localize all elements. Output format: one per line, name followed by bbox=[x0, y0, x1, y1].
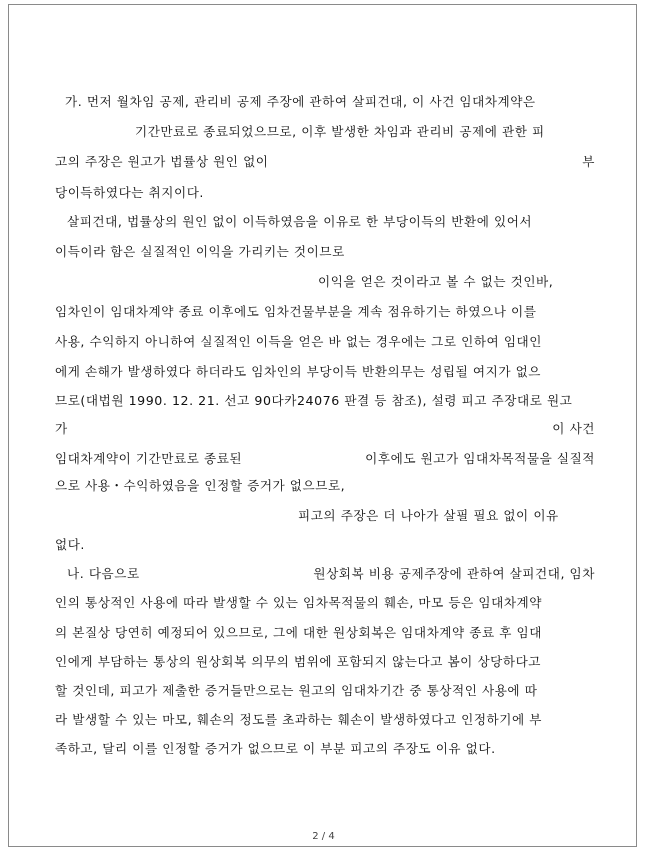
text-line bbox=[55, 623, 595, 643]
text-segment: 살피건대, 법률상의 원인 없이 이득하였음을 이유로 한 부당이득의 반환에 있어서 bbox=[67, 214, 533, 229]
text-line bbox=[55, 652, 595, 672]
text-segment: 가 bbox=[55, 421, 68, 436]
text-segment: 인의 통상적인 사용에 따라 발생할 수 있는 임차목적물의 훼손, 마모 등은 임대차계약 bbox=[55, 595, 542, 610]
text-segment: 임차인이 임대차계약 종료 이후에도 임차건물부분을 계속 점유하기는 하였으나 이를 bbox=[55, 304, 537, 319]
text-line bbox=[55, 535, 595, 555]
text-segment: 으로 사용・수익하였음을 인정할 증거가 없으므로, bbox=[55, 478, 346, 493]
text-segment: 이 사건 bbox=[552, 421, 595, 436]
text-segment: 원상회복 비용 공제주장에 관하여 살피건대, 임차 bbox=[313, 566, 595, 581]
text-segment: 에게 손해가 발생하였다 하더라도 임차인의 부당이득 반환의무는 성립될 여지가 없으 bbox=[55, 364, 542, 379]
text-segment: 가. 먼저 월차임 공제, 관리비 공제 주장에 관하여 살피건대, 이 사건 임대차계약은 bbox=[65, 94, 536, 109]
text-line bbox=[55, 681, 595, 701]
text-line bbox=[55, 564, 595, 584]
text-segment: 임대차계약이 기간만료로 종료된 bbox=[55, 451, 243, 466]
text-line bbox=[55, 332, 595, 352]
text-line bbox=[55, 302, 595, 322]
text-segment: 라 발생할 수 있는 마모, 훼손의 정도를 초과하는 훼손이 발생하였다고 인정하기에 부 bbox=[55, 712, 542, 727]
text-line bbox=[55, 183, 595, 203]
text-segment: 고의 주장은 원고가 법률상 원인 없이 bbox=[55, 154, 269, 169]
text-line bbox=[55, 506, 595, 526]
text-segment: 므로(대법원 1990. 12. 21. 선고 90다카24076 판결 등 참조), 설령 피고 주장대로 원고 bbox=[55, 393, 573, 408]
text-line bbox=[55, 739, 595, 759]
text-segment: 이득이라 함은 실질적인 이익을 가리키는 것이므로 bbox=[55, 244, 345, 259]
text-line bbox=[55, 391, 595, 411]
text-line bbox=[55, 593, 595, 613]
text-segment: 의 본질상 당연히 예정되어 있으므로, 그에 대한 원상회복은 임대차계약 종료 후 임대 bbox=[55, 625, 542, 640]
text-line bbox=[55, 362, 595, 382]
text-line bbox=[55, 272, 595, 292]
text-line bbox=[55, 212, 595, 232]
text-segment: 당이득하였다는 취지이다. bbox=[55, 185, 204, 200]
text-segment: 이후에도 원고가 임대차목적물을 실질적 bbox=[365, 451, 595, 466]
text-segment: 족하고, 달리 이를 인정할 증거가 없으므로 이 부분 피고의 주장도 이유 없다. bbox=[55, 741, 496, 756]
text-segment: 나. 다음으로 bbox=[67, 566, 140, 581]
text-segment: 없다. bbox=[55, 537, 85, 552]
text-segment: 사용, 수익하지 아니하여 실질적인 이득을 얻은 바 없는 경우에는 그로 인하여 임대인 bbox=[55, 334, 542, 349]
text-segment: 피고의 주장은 더 나아가 살필 필요 없이 이유 bbox=[298, 508, 559, 523]
text-line bbox=[55, 92, 595, 112]
text-line bbox=[55, 419, 595, 439]
text-line bbox=[55, 152, 595, 172]
text-line bbox=[55, 122, 595, 142]
text-line bbox=[55, 710, 595, 730]
text-segment: 할 것인데, 피고가 제출한 증거들만으로는 원고의 임대차기간 중 통상적인 사용에 따 bbox=[55, 683, 538, 698]
text-line bbox=[55, 476, 595, 496]
text-segment: 인에게 부담하는 통상의 원상회복 의무의 범위에 포함되지 않는다고 봄이 상당하다고 bbox=[55, 654, 542, 669]
page-number: 2 / 4 bbox=[312, 831, 335, 842]
text-line bbox=[55, 449, 595, 469]
text-segment: 부 bbox=[582, 154, 595, 169]
text-segment: 기간만료로 종료되었으므로, 이후 발생한 차임과 관리비 공제에 관한 피 bbox=[135, 124, 545, 139]
text-segment: 이익을 얻은 것이라고 볼 수 없는 것인바, bbox=[318, 274, 554, 289]
text-line bbox=[55, 242, 595, 262]
